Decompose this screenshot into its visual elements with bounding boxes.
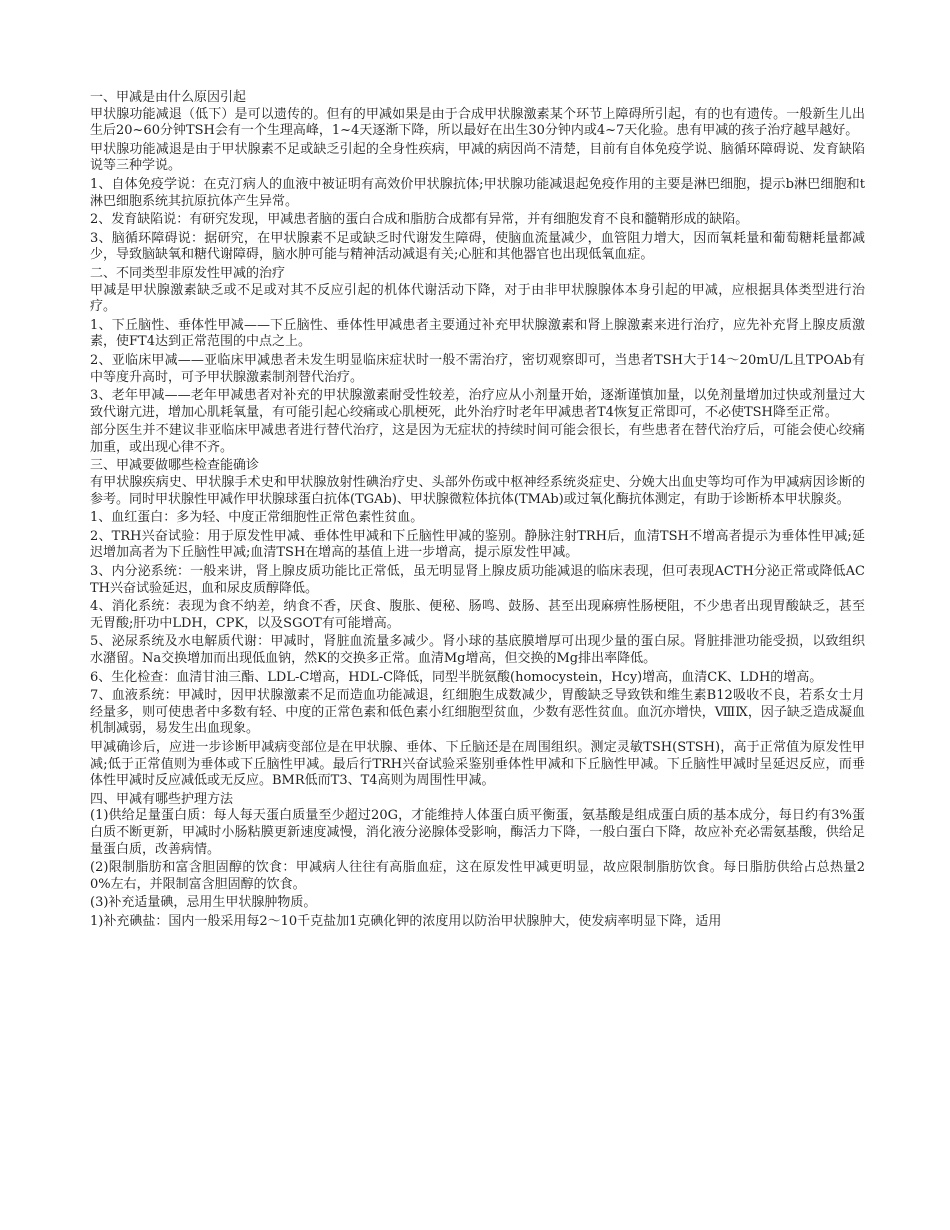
- paragraph: 7、血液系统：甲减时，因甲状腺激素不足而造血功能减退，红细胞生成数减少，胃酸缺乏导致铁和维生素B12吸收不良，若系女士月经量多，则可使患者中多数有轻、中度的正常色素和低色素小红细胞型贫血，少数有恶性贫血。血沉亦增快，ⅧⅨ，因子缺乏造成凝血机制减弱，易发生出血现象。: [90, 688, 865, 737]
- paragraph: 1、自体免疫学说：在克汀病人的血液中被证明有高效价甲状腺抗体;甲状腺功能减退起免疫作用的主要是淋巴细胞，提示b淋巴细胞和t淋巴细胞系统其抗原抗体产生异常。: [90, 176, 865, 209]
- document-page: [90, 90, 865, 933]
- paragraph: 6、生化检查：血清甘油三酯、LDL-C增高，HDL-C降低，同型半胱氨酸(homocystein，Hcy)增高，血清CK、LDH的增高。: [90, 669, 823, 685]
- paragraph: 甲状腺功能减退是由于甲状腺素不足或缺乏引起的全身性疾病，甲减的病因尚不清楚，目前有自体免疫学说、脑循环障碍说、发育缺陷说等三种学说。: [90, 141, 865, 174]
- paragraph: 甲状腺功能减退（低下）是可以遗传的。但有的甲减如果是由于合成甲状腺激素某个环节上障碍所引起，有的也有遗传。一般新生儿出生后20~60分钟TSH会有一个生理高峰，1~4天逐渐下降，所以最好在出生30分钟内或4~7天化验。患有甲减的孩子治疗越早越好。: [90, 106, 865, 139]
- paragraph: (3)补充适量碘，忌用生甲状腺肿物质。: [90, 895, 317, 911]
- paragraph: 5、泌尿系统及水电解质代谢：甲减时，肾脏血流量多减少。肾小球的基底膜增厚可出现少量的蛋白尿。肾脏排泄功能受损，以致组织水潴留。Na交换增加而出现低血钠，然K的交换多正常。血清Mg增高，但交换的Mg排出率降低。: [90, 634, 865, 666]
- section-heading-1: 一、甲减是由什么原因引起: [90, 90, 247, 105]
- paragraph: 3、脑循环障碍说：据研究，在甲状腺素不足或缺乏时代谢发生障碍，使脑血流量减少，血管阻力增大，因而氧耗量和葡萄糖耗量都减少，导致脑缺氧和糖代谢障碍，脑水肿可能与精神活动减退有关;心脏和其他器官也出现低氧血症。: [90, 230, 865, 263]
- paragraph: 1)补充碘盐：国内一般采用每2～10千克盐加1克碘化钾的浓度用以防治甲状腺肿大，使发病率明显下降，适用: [90, 913, 722, 929]
- section-heading-2: 二、不同类型非原发性甲减的治疗: [90, 265, 286, 281]
- paragraph: 甲减确诊后，应进一步诊断甲减病变部位是在甲状腺、垂体、下丘脑还是在周围组织。测定灵敏TSH(STSH)，高于正常值为原发性甲减;低于正常值则为垂体或下丘脑性甲减。最后行TRH兴奋试验采鉴别垂体性甲减和下丘脑性甲减。下丘脑性甲减时呈延迟反应，而垂体性甲减时反应减低或无反应。BMR低而T3、T4高则为周围性甲减。: [90, 739, 865, 789]
- section-heading-3: 三、甲减要做哪些检查能确诊: [90, 458, 260, 474]
- paragraph: 1、血红蛋白：多为轻、中度正常细胞性正常色素性贫血。: [90, 510, 424, 526]
- paragraph: 3、老年甲减——老年甲减患者对补充的甲状腺激素耐受性较差，治疗应从小剂量开始，逐渐谨慎加量，以免剂量增加过快或剂量过大致代谢亢进，增加心肌耗氧量，有可能引起心绞痛或心肌梗死，此外治疗时老年甲减患者T4恢复正常即可，不必使TSH降至正常。: [90, 388, 865, 420]
- paragraph: 有甲状腺疾病史、甲状腺手术史和甲状腺放射性碘治疗史、头部外伤或中枢神经系统炎症史、分娩大出血史等均可作为甲减病因诊断的参考。同时甲状腺性甲减作甲状腺球蛋白抗体(TGAb)、甲状腺微粒体抗体(TMAb)或过氧化酶抗体测定，有助于诊断桥本甲状腺炎。: [90, 475, 865, 507]
- paragraph: 2、发育缺陷说：有研究发现，甲减患者脑的蛋白合成和脂肪合成都有异常，并有细胞发育不良和髓鞘形成的缺陷。: [90, 212, 749, 228]
- paragraph: 2、TRH兴奋试验：用于原发性甲减、垂体性甲减和下丘脑性甲减的鉴别。静脉注射TRH后，血清TSH不增高者提示为垂体性甲减;延迟增加高者为下丘脑性甲减;血清TSH在增高的基值上进一步增高，提示原发性甲减。: [90, 528, 865, 561]
- paragraph: 1、下丘脑性、垂体性甲减——下丘脑性、垂体性甲减患者主要通过补充甲状腺激素和肾上腺激素来进行治疗，应先补充肾上腺皮质激素，使FT4达到正常范围的中点之上。: [90, 317, 865, 350]
- paragraph: 部分医生并不建议非亚临床甲减患者进行替代治疗，这是因为无症状的持续时间可能会很长，有些患者在替代治疗后，可能会使心绞痛加重，或出现心律不齐。: [90, 423, 865, 455]
- paragraph: 4、消化系统：表现为食不纳差，纳食不香，厌食、腹胀、便秘、肠鸣、鼓肠、甚至出现麻痹性肠梗阻，不少患者出现胃酸缺乏，甚至无胃酸;肝功中LDH，CPK，以及SGOT有可能增高。: [90, 599, 865, 631]
- paragraph: 3、内分泌系统：一般来讲，肾上腺皮质功能比正常低，虽无明显肾上腺皮质功能减退的临床表现，但可表现ACTH分泌正常或降低ACTH兴奋试验延迟，血和尿皮质醇降低。: [90, 564, 865, 596]
- paragraph: (2)限制脂肪和富含胆固醇的饮食：甲减病人往往有高脂血症，这在原发性甲减更明显，故应限制脂肪饮食。每日脂肪供给占总热量20%左右，并限制富含胆固醇的饮食。: [90, 860, 865, 892]
- paragraph: 2、亚临床甲减——亚临床甲减患者未发生明显临床症状时一般不需治疗，密切观察即可，当患者TSH大于14～20mU/L且TPOAb有中等度升高时，可予甲状腺激素制剂替代治疗。: [90, 352, 865, 385]
- paragraph: 甲减是甲状腺激素缺乏或不足或对其不反应引起的机体代谢活动下降，对于由非甲状腺腺体本身引起的甲减，应根据具体类型进行治疗。: [90, 282, 865, 315]
- paragraph: (1)供给足量蛋白质：每人每天蛋白质量至少超过20G，才能维持人体蛋白质平衡蛋，氨基酸是组成蛋白质的基本成分，每日约有3%蛋白质不断更新，甲减时小肠粘膜更新速度减慢，消化液分泌腺体受影响，酶活力下降，一般白蛋白下降，故应补充必需氨基酸，供给足量蛋白质，改善病情。: [90, 808, 865, 857]
- section-heading-4: 四、甲减有哪些护理方法: [90, 791, 234, 807]
